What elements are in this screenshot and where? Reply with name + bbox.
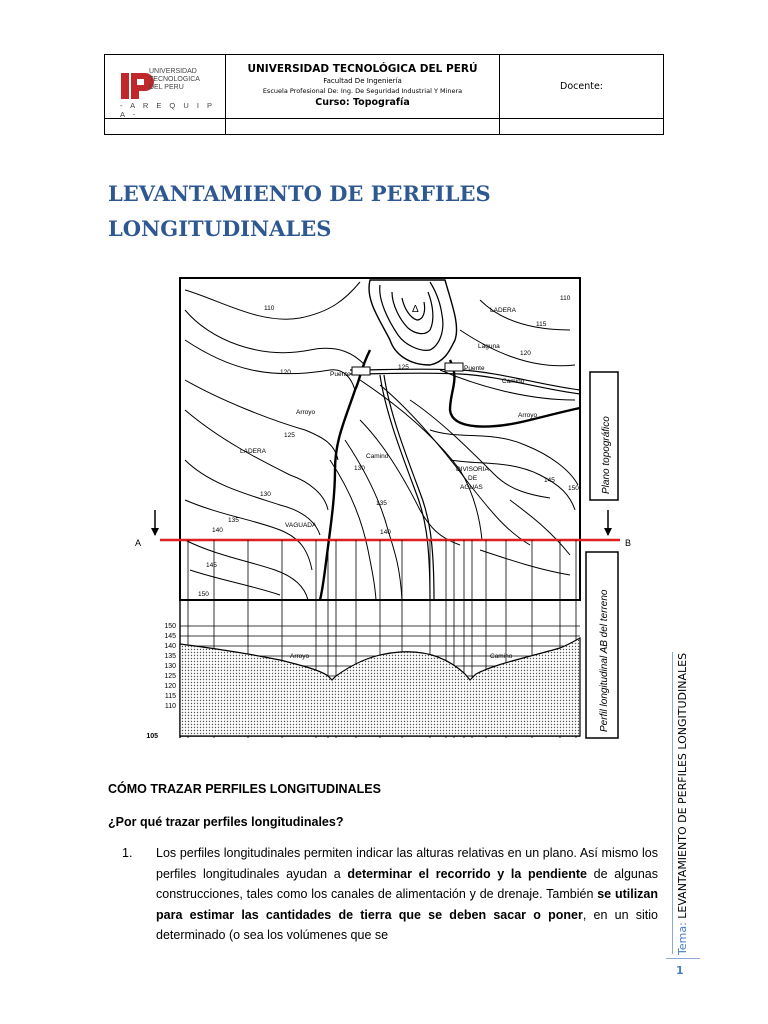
para-part-3: , en un sitio determinado (o sea los volúmenes que se (156, 907, 659, 943)
paragraph-text (156, 843, 658, 946)
page-number: 1 (676, 964, 684, 977)
label-arroyo-1: Arroyo (296, 409, 316, 416)
logo-line-1: UNIVERSIDAD (149, 68, 197, 75)
elev-tick-105: 105 (146, 733, 158, 740)
contour-label-135-a: 135 (228, 517, 239, 524)
point-a-label: A (135, 538, 142, 548)
label-divisoria-3: AGUAS (460, 484, 483, 491)
elev-tick-115: 115 (164, 693, 176, 700)
side-divider (672, 652, 673, 954)
school-name: Escuela Profesional De: Ing. De Seguridad Industrial Y Minera (262, 87, 463, 95)
contour-label-140-a: 140 (212, 527, 223, 534)
label-vaguada: VAGUADA (285, 522, 317, 529)
contour-label-120-b: 120 (520, 350, 531, 357)
summit-label: Δ (412, 304, 419, 315)
topographic-figure (130, 270, 630, 750)
contour-label-150-b: 150 (568, 485, 579, 492)
side-topic (676, 653, 689, 955)
bridge-2 (445, 363, 463, 371)
faculty-name: Facultad De Ingeniería (323, 77, 402, 85)
bridge-1 (352, 367, 370, 375)
logo-line-3: DEL PERU (149, 84, 184, 91)
question-heading: ¿Por qué trazar perfiles longitudinales? (108, 815, 344, 829)
logo-cell (105, 55, 226, 119)
para-part-2: de algunas construcciones, tales como los canales de alimentación y de drenaje. También (156, 866, 658, 902)
perfil-label: Perfil longitudinal AB del terreno (599, 589, 610, 732)
logo-city: - A R E Q U I P A - (120, 101, 215, 119)
contour-label-130-b: 130 (354, 465, 365, 472)
logo-text (149, 68, 200, 92)
label-divisoria-1: DIVISORIA (456, 466, 489, 473)
logo-line-2: TECNOLOGICA (149, 76, 200, 83)
elev-tick-135: 135 (164, 653, 176, 660)
header-table (104, 54, 664, 135)
contour-label-110-b: 110 (560, 295, 571, 302)
label-ladera-top: LADERA (490, 307, 517, 314)
section-heading: CÓMO TRAZAR PERFILES LONGITUDINALES (108, 782, 381, 796)
contour-label-125-a: 125 (284, 432, 295, 439)
plano-label: Plano topográfico (601, 416, 612, 494)
header-empty-1 (105, 119, 226, 135)
elev-tick-150: 150 (164, 623, 176, 630)
para-part-1: Los perfiles longitudinales permiten indicar las alturas relativas en un plano. Así mismo los perfiles longitudinales ayudan a (156, 846, 658, 881)
label-ladera-left: LADERA (240, 448, 267, 455)
para-bold-2: se utilizan para estimar las cantidades de tierra que se deben sacar o poner (156, 887, 659, 922)
label-puente-2: Puente (464, 365, 485, 372)
label-puente-1: Puente (330, 371, 351, 378)
para-bold-1: determinar el recorrido y la pendiente (347, 866, 587, 881)
item-number: 1. (122, 846, 133, 860)
title-line-2: LONGITUDINALES (108, 216, 332, 241)
page-title (108, 176, 491, 246)
contour-label-120-a: 120 (280, 369, 291, 376)
elev-tick-140: 140 (164, 643, 176, 650)
header-empty-2 (226, 119, 500, 135)
elev-tick-125: 125 (164, 673, 176, 680)
label-laguna: Laguna (478, 343, 500, 350)
profile-arroyo-label: Arroyo (290, 653, 310, 660)
contour-label-145-b: 145 (544, 477, 555, 484)
course-name: Curso: Topografía (315, 97, 410, 108)
header-center (226, 55, 500, 119)
contour-label-115: 115 (536, 321, 547, 328)
contour-label-145-a: 145 (206, 562, 217, 569)
contour-label-125-b: 125 (398, 364, 409, 371)
university-name: UNIVERSIDAD TECNOLÓGICA DEL PERÚ (247, 63, 478, 75)
label-arroyo-2: Arroyo (518, 412, 538, 419)
label-camino-1: Camino (502, 378, 525, 385)
contour-label-135-b: 135 (376, 500, 387, 507)
elev-tick-130: 130 (164, 663, 176, 670)
contour-label-110-a: 110 (264, 305, 275, 312)
elev-tick-145: 145 (164, 633, 176, 640)
side-topic-label: Tema: (676, 922, 689, 955)
contour-label-130-a: 130 (260, 491, 271, 498)
contour-label-150-a: 150 (198, 591, 209, 598)
elev-tick-110: 110 (164, 703, 176, 710)
label-camino-2: Camino (366, 453, 389, 460)
side-topic-text: LEVANTAMIENTO DE PERFILES LONGITUDINALES (676, 652, 689, 923)
header-empty-3 (500, 119, 664, 135)
title-line-1: LEVANTAMIENTO DE PERFILES (108, 181, 491, 206)
point-b-label: B (625, 538, 632, 548)
page-rule (666, 958, 700, 959)
label-divisoria-2: DE (468, 475, 478, 482)
contour-label-140-b: 140 (380, 529, 391, 536)
elev-tick-120: 120 (164, 683, 176, 690)
elevation-axis (146, 623, 176, 740)
teacher-label: Docente: (500, 55, 664, 119)
profile-camino-label: Camino (490, 653, 513, 660)
